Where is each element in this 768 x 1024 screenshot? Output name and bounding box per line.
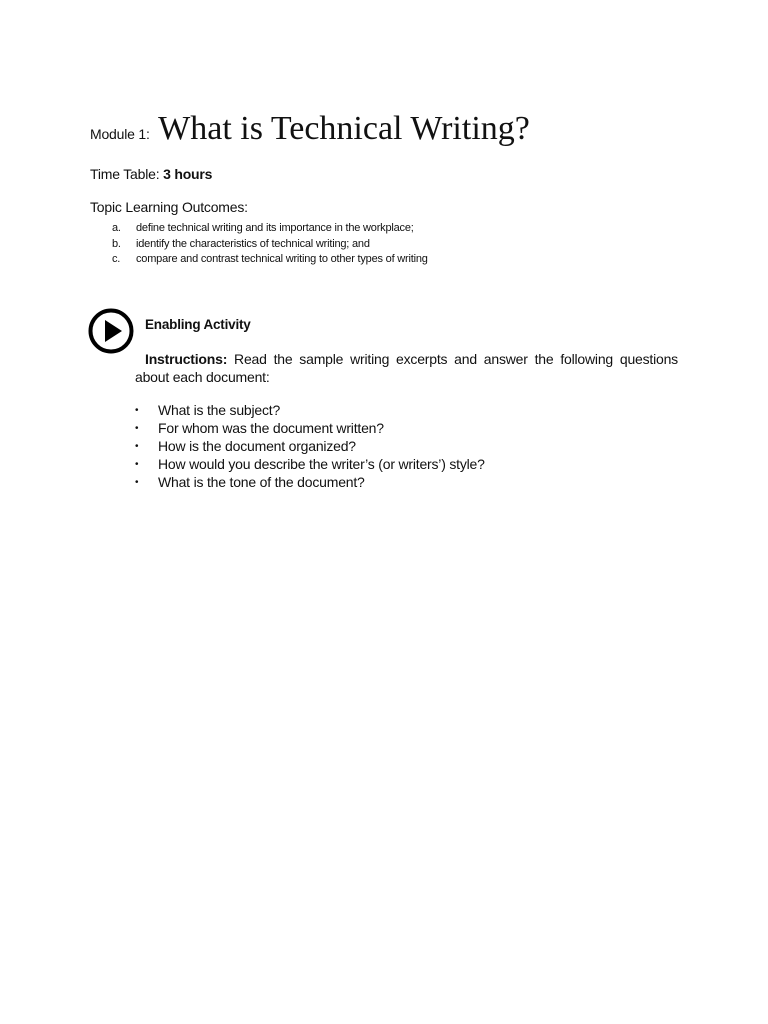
bullet-icon: • <box>135 423 139 435</box>
outcome-letter: c. <box>112 253 121 265</box>
module-label: Module 1: <box>90 126 150 142</box>
question-text: For whom was the document written? <box>158 420 384 436</box>
bullet-icon: • <box>135 477 139 489</box>
time-table <box>90 166 212 182</box>
outcomes-list <box>112 221 428 268</box>
module-heading <box>90 110 530 148</box>
question-item <box>135 437 485 455</box>
question-text: What is the subject? <box>158 402 281 418</box>
outcome-letter: a. <box>112 222 121 234</box>
question-item <box>135 401 485 419</box>
question-item <box>135 473 485 491</box>
outcome-letter: b. <box>112 237 121 250</box>
instructions-paragraph <box>135 350 678 386</box>
question-text: How is the document organized? <box>158 438 356 454</box>
bullet-icon: • <box>135 405 139 417</box>
outcome-item <box>112 252 428 268</box>
questions-list <box>135 401 485 491</box>
instructions-label: Instructions: <box>145 351 228 367</box>
instructions-text: Read the sample writing excerpts and answer the following questions about each document: <box>135 351 678 385</box>
bullet-icon: • <box>135 459 139 471</box>
outcome-text: identify the characteristics of technical writing; and <box>136 237 370 250</box>
question-text: How would you describe the writer’s (or writers’) style? <box>158 456 485 472</box>
bullet-icon: • <box>135 441 139 453</box>
time-table-value: 3 hours <box>163 166 213 182</box>
question-item <box>135 419 485 437</box>
module-title: What is Technical Writing? <box>158 110 530 147</box>
play-icon <box>88 308 134 354</box>
enabling-activity-heading: Enabling Activity <box>145 317 251 332</box>
outcomes-title: Topic Learning Outcomes: <box>90 199 248 215</box>
question-text: What is the tone of the document? <box>158 474 365 490</box>
time-table-label: Time Table: <box>90 166 164 182</box>
outcome-item <box>112 221 428 237</box>
outcome-item <box>112 237 428 253</box>
outcome-text: define technical writing and its importance in the workplace; <box>136 222 414 234</box>
outcome-text: compare and contrast technical writing to other types of writing <box>136 253 428 265</box>
question-item <box>135 455 485 473</box>
